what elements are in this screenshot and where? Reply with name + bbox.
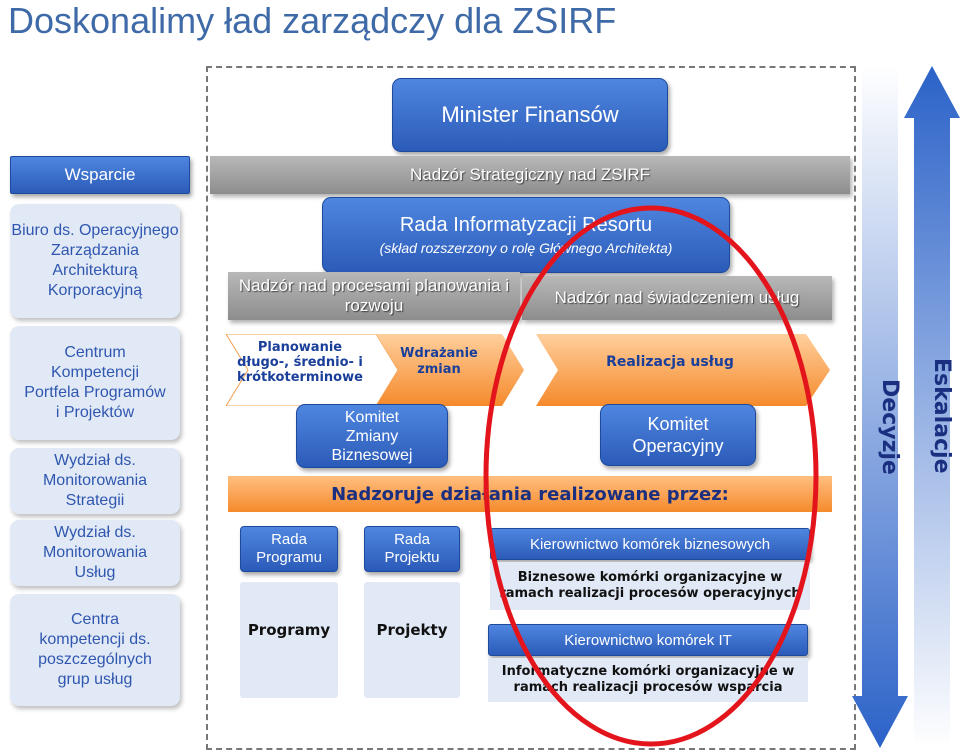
programs-label: Programy: [247, 621, 331, 639]
support-header-label: Wsparcie: [64, 165, 136, 184]
page-title: Doskonalimy ład zarządczy dla ZSIRF: [8, 0, 617, 41]
projects-column: [364, 582, 460, 698]
program-council-label: Rada Programu: [256, 531, 322, 566]
planning-arrow-label: Planowanie długo-, średnio- i krótkoterminowe: [237, 340, 363, 385]
business-change-committee: [296, 404, 448, 468]
business-change-committee-label: Komitet Zmiany Biznesowej: [331, 408, 413, 464]
highlight-oval: [476, 200, 826, 752]
minister-box: [392, 78, 668, 152]
strategic-oversight-label: Nadzór Strategiczny nad ZSIRF: [410, 165, 650, 184]
operational-committee-label: Komitet Operacyjny: [632, 414, 724, 456]
council-subtitle: (skład rozszerzony o rolę Głównego Architekta): [379, 240, 673, 256]
project-council-label: Rada Projektu: [384, 531, 440, 566]
service-oversight-label: Nadzór nad świadczeniem usług: [554, 288, 800, 307]
escalations-label: Eskalacje: [929, 358, 954, 474]
it-management-label: Kierownictwo komórek IT: [564, 631, 732, 649]
support-item-label: Wydział ds. Monitorowania Strategii: [42, 452, 148, 509]
business-units-label: Biznesowe komórki organizacyjne w ramach realizacji procesów operacyjnych: [499, 570, 801, 601]
projects-label: Projekty: [376, 621, 448, 639]
support-item-label: Biuro ds. Operacyjnego Zarządzania Architekturą Korporacyjną: [11, 222, 179, 299]
decisions-label: Decyzje: [877, 379, 902, 475]
support-item-label: Wydział ds. Monitorowania Usług: [42, 524, 148, 581]
program-council: [240, 526, 338, 572]
highlight-oval-shape: [486, 208, 816, 744]
planning-oversight-label: Nadzór nad procesami planowania i rozwoju: [238, 276, 510, 315]
minister-label: Minister Finansów: [441, 102, 619, 127]
project-council: [364, 526, 460, 572]
support-item-label: Centra kompetencji ds. poszczególnych grup usług: [38, 611, 152, 688]
programs-column: [240, 582, 338, 698]
supervises-label: Nadzoruje działania realizowane przez:: [331, 483, 729, 505]
business-management-label: Kierownictwo komórek biznesowych: [529, 535, 771, 553]
council-title: Rada Informatyzacji Resortu: [399, 214, 653, 236]
support-item-label: Centrum Kompetencji Portfela Programów i Projektów: [24, 344, 166, 421]
support-item-architecture-office: [10, 204, 180, 318]
it-units-label: Informatyczne komórki organizacyjne w ramach realizacji procesów wsparcia: [501, 664, 795, 695]
support-item-strategy-monitoring: [10, 448, 180, 514]
support-header: [10, 156, 190, 194]
support-item-service-monitoring: [10, 520, 180, 586]
delivery-arrow-label: Realizacja usług: [606, 354, 734, 370]
support-item-portfolio-center: [10, 326, 180, 440]
implementation-arrow-label: Wdrażanie zmian: [400, 346, 478, 377]
support-item-competence-centers: [10, 594, 180, 706]
strategic-oversight-bar: [210, 156, 850, 194]
